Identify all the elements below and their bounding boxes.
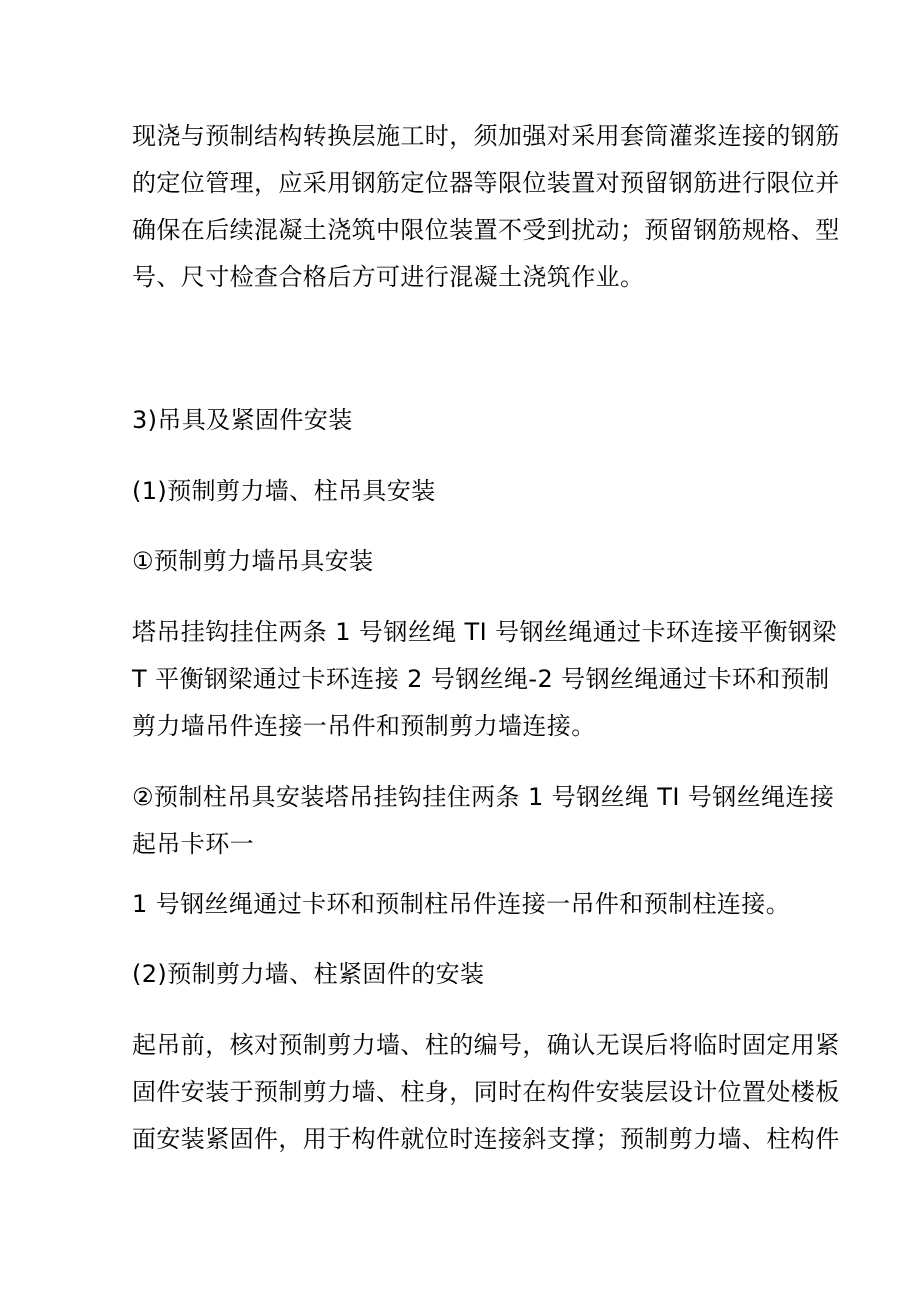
paragraph-1-line-2: 的定位管理，应采用钢筋定位器等限位装置对预留钢筋进行限位并 — [132, 169, 840, 197]
item-heading-1: ①预制剪力墙吊具安装 — [132, 547, 374, 575]
subsection-heading-2: (2)预制剪力墙、柱紧固件的安装 — [132, 960, 485, 988]
paragraph-3-line-2: 起吊卡环一 — [132, 830, 254, 858]
section-heading-3: 3)吊具及紧固件安装 — [132, 406, 353, 434]
paragraph-1-line-4: 号、尺寸检查合格后方可进行混凝土浇筑作业。 — [132, 263, 645, 291]
paragraph-3-line-3: 1 号钢丝绳通过卡环和预制柱吊件连接一吊件和预制柱连接。 — [132, 890, 791, 918]
paragraph-4-line-1: 起吊前，核对预制剪力墙、柱的编号，确认无误后将临时固定用紧 — [132, 1031, 840, 1059]
paragraph-4-line-2: 固件安装于预制剪力墙、柱身，同时在构件安装层设计位置处楼板 — [132, 1078, 840, 1106]
paragraph-2-line-3: 剪力墙吊件连接一吊件和预制剪力墙连接。 — [132, 712, 596, 740]
paragraph-2-line-2: T 平衡钢梁通过卡环连接 2 号钢丝绳-2 号钢丝绳通过卡环和预制 — [132, 665, 830, 693]
paragraph-1-line-3: 确保在后续混凝土浇筑中限位装置不受到扰动；预留钢筋规格、型 — [132, 216, 840, 244]
paragraph-1-line-1: 现浇与预制结构转换层施工时，须加强对采用套筒灌浆连接的钢筋 — [132, 122, 840, 150]
paragraph-3-line-1: ②预制柱吊具安装塔吊挂钩挂住两条 1 号钢丝绳 TI 号钢丝绳连接 — [132, 783, 835, 811]
paragraph-4-line-3: 面安装紧固件，用于构件就位时连接斜支撑；预制剪力墙、柱构件 — [132, 1125, 840, 1153]
paragraph-2-line-1: 塔吊挂钩挂住两条 1 号钢丝绳 TI 号钢丝绳通过卡环连接平衡钢梁 — [132, 618, 837, 646]
subsection-heading-1: (1)预制剪力墙、柱吊具安装 — [132, 477, 436, 505]
